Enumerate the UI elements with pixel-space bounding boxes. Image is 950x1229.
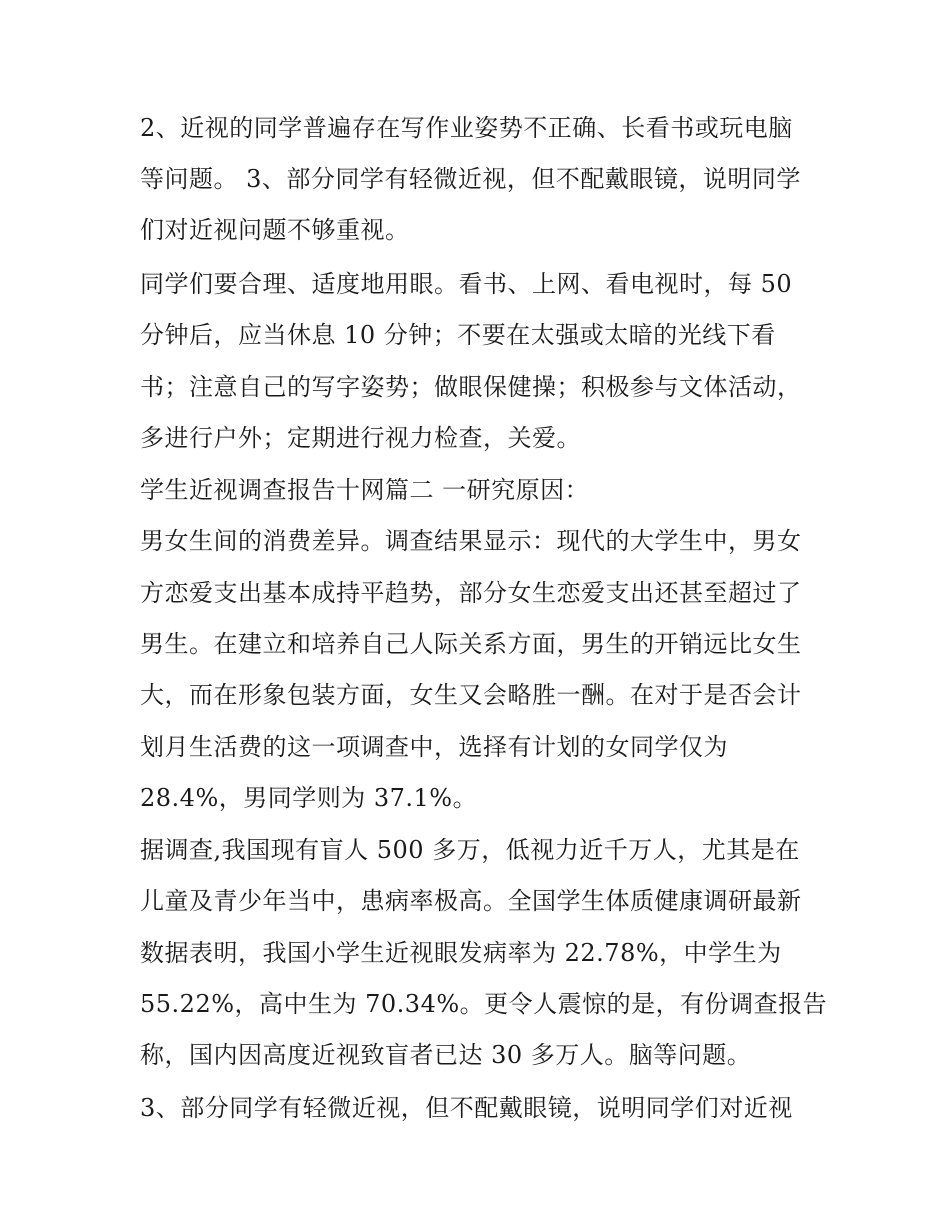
text-line: 男女生间的消费差异。调查结果显示：现代的大学生中，男女 — [140, 527, 802, 555]
text-line: 2、近视的同学普遍存在写作业姿势不正确、长看书或玩电脑 — [140, 114, 793, 142]
text-line: 儿童及青少年当中，患病率极高。全国学生体质健康调研最新 — [140, 887, 802, 915]
text-line: 据调查,我国现有盲人 500 多万，低视力近千万人，尤其是在 — [140, 836, 800, 864]
text-line: 们对近视问题不够重视。 — [140, 216, 410, 244]
text-line: 大，而在形象包装方面，女生又会略胜一酬。在对于是否会计 — [140, 681, 802, 709]
text-line: 数据表明，我国小学生近视眼发病率为 22.78%，中学生为 — [140, 939, 782, 967]
text-line: 3、部分同学有轻微近视，但不配戴眼镜，说明同学们对近视 — [140, 1094, 793, 1122]
text-line: 同学们要合理、适度地用眼。看书、上网、看电视时，每 50 — [140, 270, 793, 298]
text-line: 书；注意自己的写字姿势；做眼保健操；积极参与文体活动， — [140, 373, 802, 401]
text-line: 划月生活费的这一项调查中，选择有计划的女同学仅为 — [140, 733, 728, 761]
text-line: 方恋爱支出基本成持平趋势，部分女生恋爱支出还甚至超过了 — [140, 579, 802, 607]
text-line: 称，国内因高度近视致盲者已达 30 多万人。脑等问题。 — [140, 1041, 752, 1069]
text-line: 等问题。 3、部分同学有轻微近视，但不配戴眼镜，说明同学 — [140, 165, 801, 193]
text-line: 多进行户外；定期进行视力检查，关爱。 — [140, 424, 581, 452]
text-line: 分钟后，应当休息 10 分钟；不要在太强或太暗的光线下看 — [140, 321, 776, 349]
section-heading: 学生近视调查报告十网篇二 一研究原因： — [140, 476, 590, 504]
text-line: 男生。在建立和培养自己人际关系方面，男生的开销远比女生 — [140, 630, 802, 658]
text-line: 28.4%，男同学则为 37.1%。 — [140, 784, 478, 812]
text-line: 55.22%，高中生为 70.34%。更令人震惊的是，有份调查报告 — [140, 990, 828, 1018]
